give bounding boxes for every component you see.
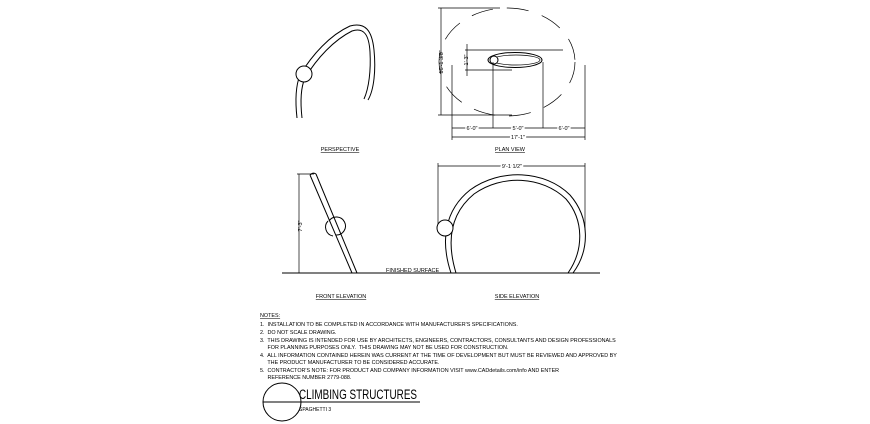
side-elevation	[437, 163, 585, 300]
plan-total-label: 17'-1"	[510, 135, 526, 141]
note-line: 1. INSTALLATION TO BE COMPLETED IN ACCORDANCE WITH MANUFACTURER'S SPECIFICATIONS.	[260, 322, 518, 328]
side-ball	[437, 220, 453, 236]
note-line: FOR PLANNING PURPOSES ONLY. THIS DRAWING MAY NOT BE USED FOR CONSTRUCTION.	[260, 345, 509, 351]
side-elevation-label: SIDE ELEVATION	[494, 294, 540, 300]
plan-right-label: 6'-0"	[558, 126, 570, 132]
front-elevation	[282, 173, 600, 300]
plan-ball	[490, 56, 498, 64]
plan-oval-width-label: 1'-3"	[464, 54, 470, 66]
finished-surface-label: FINISHED SURFACE	[386, 268, 440, 274]
notes	[260, 313, 617, 381]
note-line: 3. THIS DRAWING IS INTENDED FOR USE BY ARCHITECTS, ENGINEERS, CONTRACTORS, CONSULTANTS AND DESIGN PROFESSIONALS	[260, 338, 616, 344]
notes-heading: NOTES:	[260, 313, 281, 319]
title-block	[263, 383, 420, 421]
side-arch-outer	[445, 175, 585, 273]
front-height-label: 7'-3"	[298, 220, 304, 232]
note-line: REFERENCE NUMBER 2779-088.	[260, 375, 352, 381]
perspective-view	[296, 25, 375, 153]
front-arch-pole	[310, 173, 357, 273]
note-line: 5. CONTRACTOR'S NOTE: FOR PRODUCT AND COMPANY INFORMATION VISIT www.CADdetails.com/info AND ENTER	[260, 368, 560, 374]
drawing-subtitle: SPAGHETTI 3	[299, 407, 332, 413]
note-line: 2. DO NOT SCALE DRAWING.	[260, 330, 337, 336]
plan-use-zone	[439, 8, 575, 116]
plan-height-label: 16'-1 3/8"	[439, 50, 445, 74]
note-line: 4. ALL INFORMATION CONTAINED HEREIN WAS CURRENT AT THE TIME OF DEVELOPMENT BUT MUST BE REVIEWED AND APPROVED BY	[260, 353, 617, 359]
side-width-label: 9'-1 1/2"	[501, 164, 523, 170]
plan-left-label: 6'-0"	[466, 126, 478, 132]
plan-view	[438, 8, 585, 153]
front-elevation-label: FRONT ELEVATION	[315, 294, 367, 300]
perspective-ball	[296, 66, 312, 82]
plan-label: PLAN VIEW	[495, 147, 525, 153]
plan-arch-inner	[492, 55, 540, 65]
note-line: THE PRODUCT MANUFACTURER TO BE CONSIDERED ACCURATE.	[260, 360, 440, 366]
perspective-label: PERSPECTIVE	[320, 147, 360, 153]
side-arch-inner	[451, 180, 580, 273]
plan-middle-label: 5'-0"	[512, 126, 524, 132]
drawing-title: CLIMBING STRUCTURES	[299, 387, 417, 402]
